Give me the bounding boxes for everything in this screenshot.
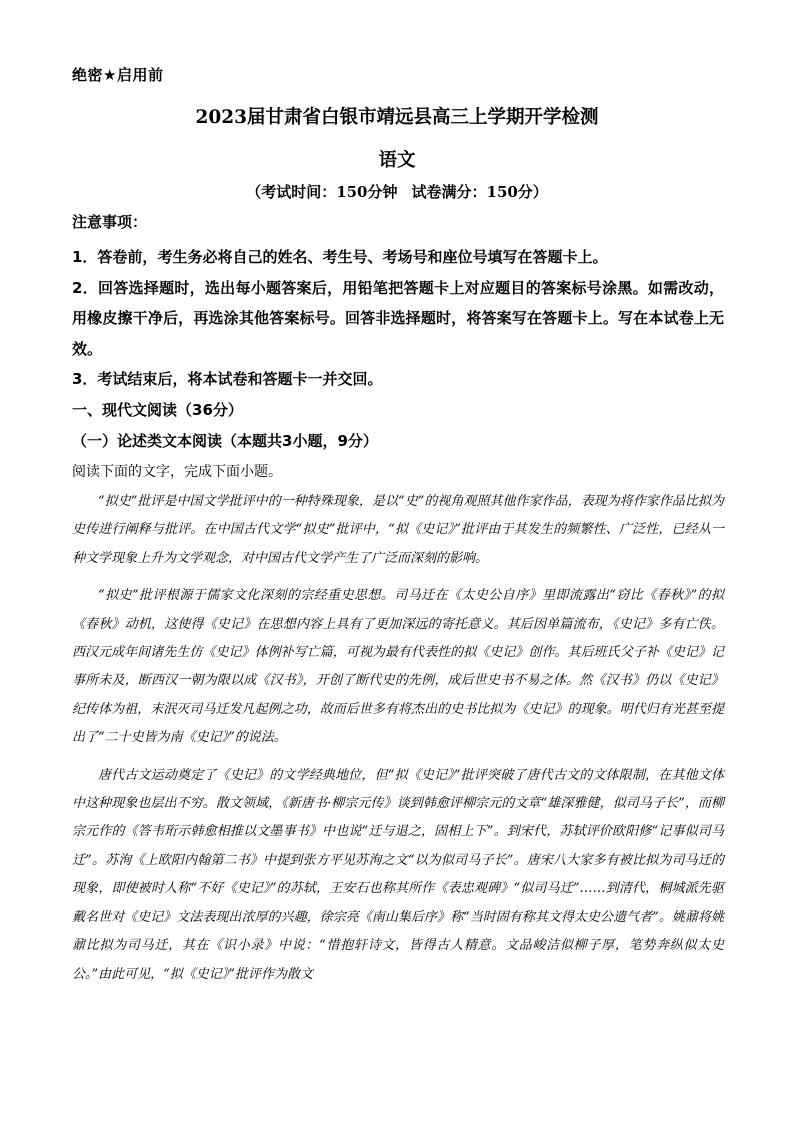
note-item: 3．考试结束后，将本试卷和答题卡一并交回。: [72, 370, 383, 388]
exam-title: 2023届甘肃省白银市靖远县高三上学期开学检测: [195, 107, 599, 128]
notes-heading: 注意事项：: [72, 213, 148, 231]
reading-article: [72, 488, 724, 998]
confidential-label: 绝密★启用前: [72, 66, 164, 84]
reading-instruction: 阅读下面的文字，完成下面小题。: [72, 464, 282, 480]
section-heading: 一、现代文阅读（36分）: [72, 401, 243, 419]
note-item: 2．回答选择题时，选出每小题答案后，用铅笔把答题卡上对应题目的答案标号涂黑。如需改动，用橡皮擦干净后，再选涂其他答案标号。回答非选择题时，将答案写在答题卡上。写在本试卷上无效。: [72, 278, 724, 358]
exam-time: （考试时间：150分钟: [246, 183, 398, 201]
article-paragraph: 唐代古文运动奠定了《史记》的文学经典地位，但“拟《史记》”批评突破了唐代古文的文体限制，在其他文体中这种现象也层出不穷。散文领域，《新唐书·柳宗元传》谈到韩愈评柳宗元的文章“雄深雅健，似司马子长”，而柳宗元作的《答韦珩示韩愈相推以文墨事书》中也说“迁与退之，固相上下”。到宋代，苏轼评价欧阳修“记事似司马迁”。苏洵《上欧阳内翰第二书》中提到张方平见苏洵之文“以为似司马子长”。唐宋八大家多有被比拟为司马迁的现象，即使被时人称“不好《史记》”的苏轼，王安石也称其所作《表忠观碑》“似司马迁”……到清代，桐城派先驱戴名世对《史记》文法表现出浓厚的兴趣，徐宗亮《南山集后序》称“当时固有称其文得太史公遗气者”。姚鼐将姚鼐比拟为司马迁，其在《识小录》中说：“惜抱轩诗文，皆得古人精意。文品峻洁似柳子厚，笔势奔纵似太史公。”由此可见，“拟《史记》”批评作为散文: [72, 767, 724, 982]
subject-title: 语文: [378, 150, 416, 171]
notes-list: [72, 242, 724, 395]
exam-info: [0, 181, 794, 202]
article-paragraph: “拟史”批评是中国文学批评中的一种特殊现象，是以“史”的视角观照其他作家作品，表现为将作家作品比拟为史传进行阐释与批评。在中国古代文学“拟史”批评中，“拟《史记》”批评由于其发生的频繁性、广泛性，已经从一种文学现象上升为文学观念，对中国古代文学产生了广泛而深刻的影响。: [72, 494, 724, 566]
subsection-heading: （一）论述类文本阅读（本题共3小题，9分）: [72, 432, 378, 450]
full-score: 试卷满分：150分）: [411, 183, 548, 201]
note-item: 1．答卷前，考生务必将自己的姓名、考生号、考场号和座位号填写在答题卡上。: [72, 248, 608, 266]
article-paragraph: “拟史”批评根源于儒家文化深刻的宗经重史思想。司马迁在《太史公自序》里即流露出“窃比《春秋》”的拟《春秋》动机，这使得《史记》在思想内容上具有了更加深远的寄托意义。其后因单篇流布，《史记》多有亡佚。西汉元成年间诸先生仿《史记》体例补写亡篇，可视为最有代表性的拟《史记》创作。其后班氏父子补《史记》记事所未及，断西汉一朝为限以成《汉书》，开创了断代史的先例，成后世史书不易之体。然《汉书》仍以《史记》纪传体为祖，末泯灭司马迁发凡起例之功，故而后世多有将杰出的史书比拟为《史记》的现象。明代归有光甚至提出了“二十史皆为南《史记》”的说法。: [72, 588, 724, 746]
